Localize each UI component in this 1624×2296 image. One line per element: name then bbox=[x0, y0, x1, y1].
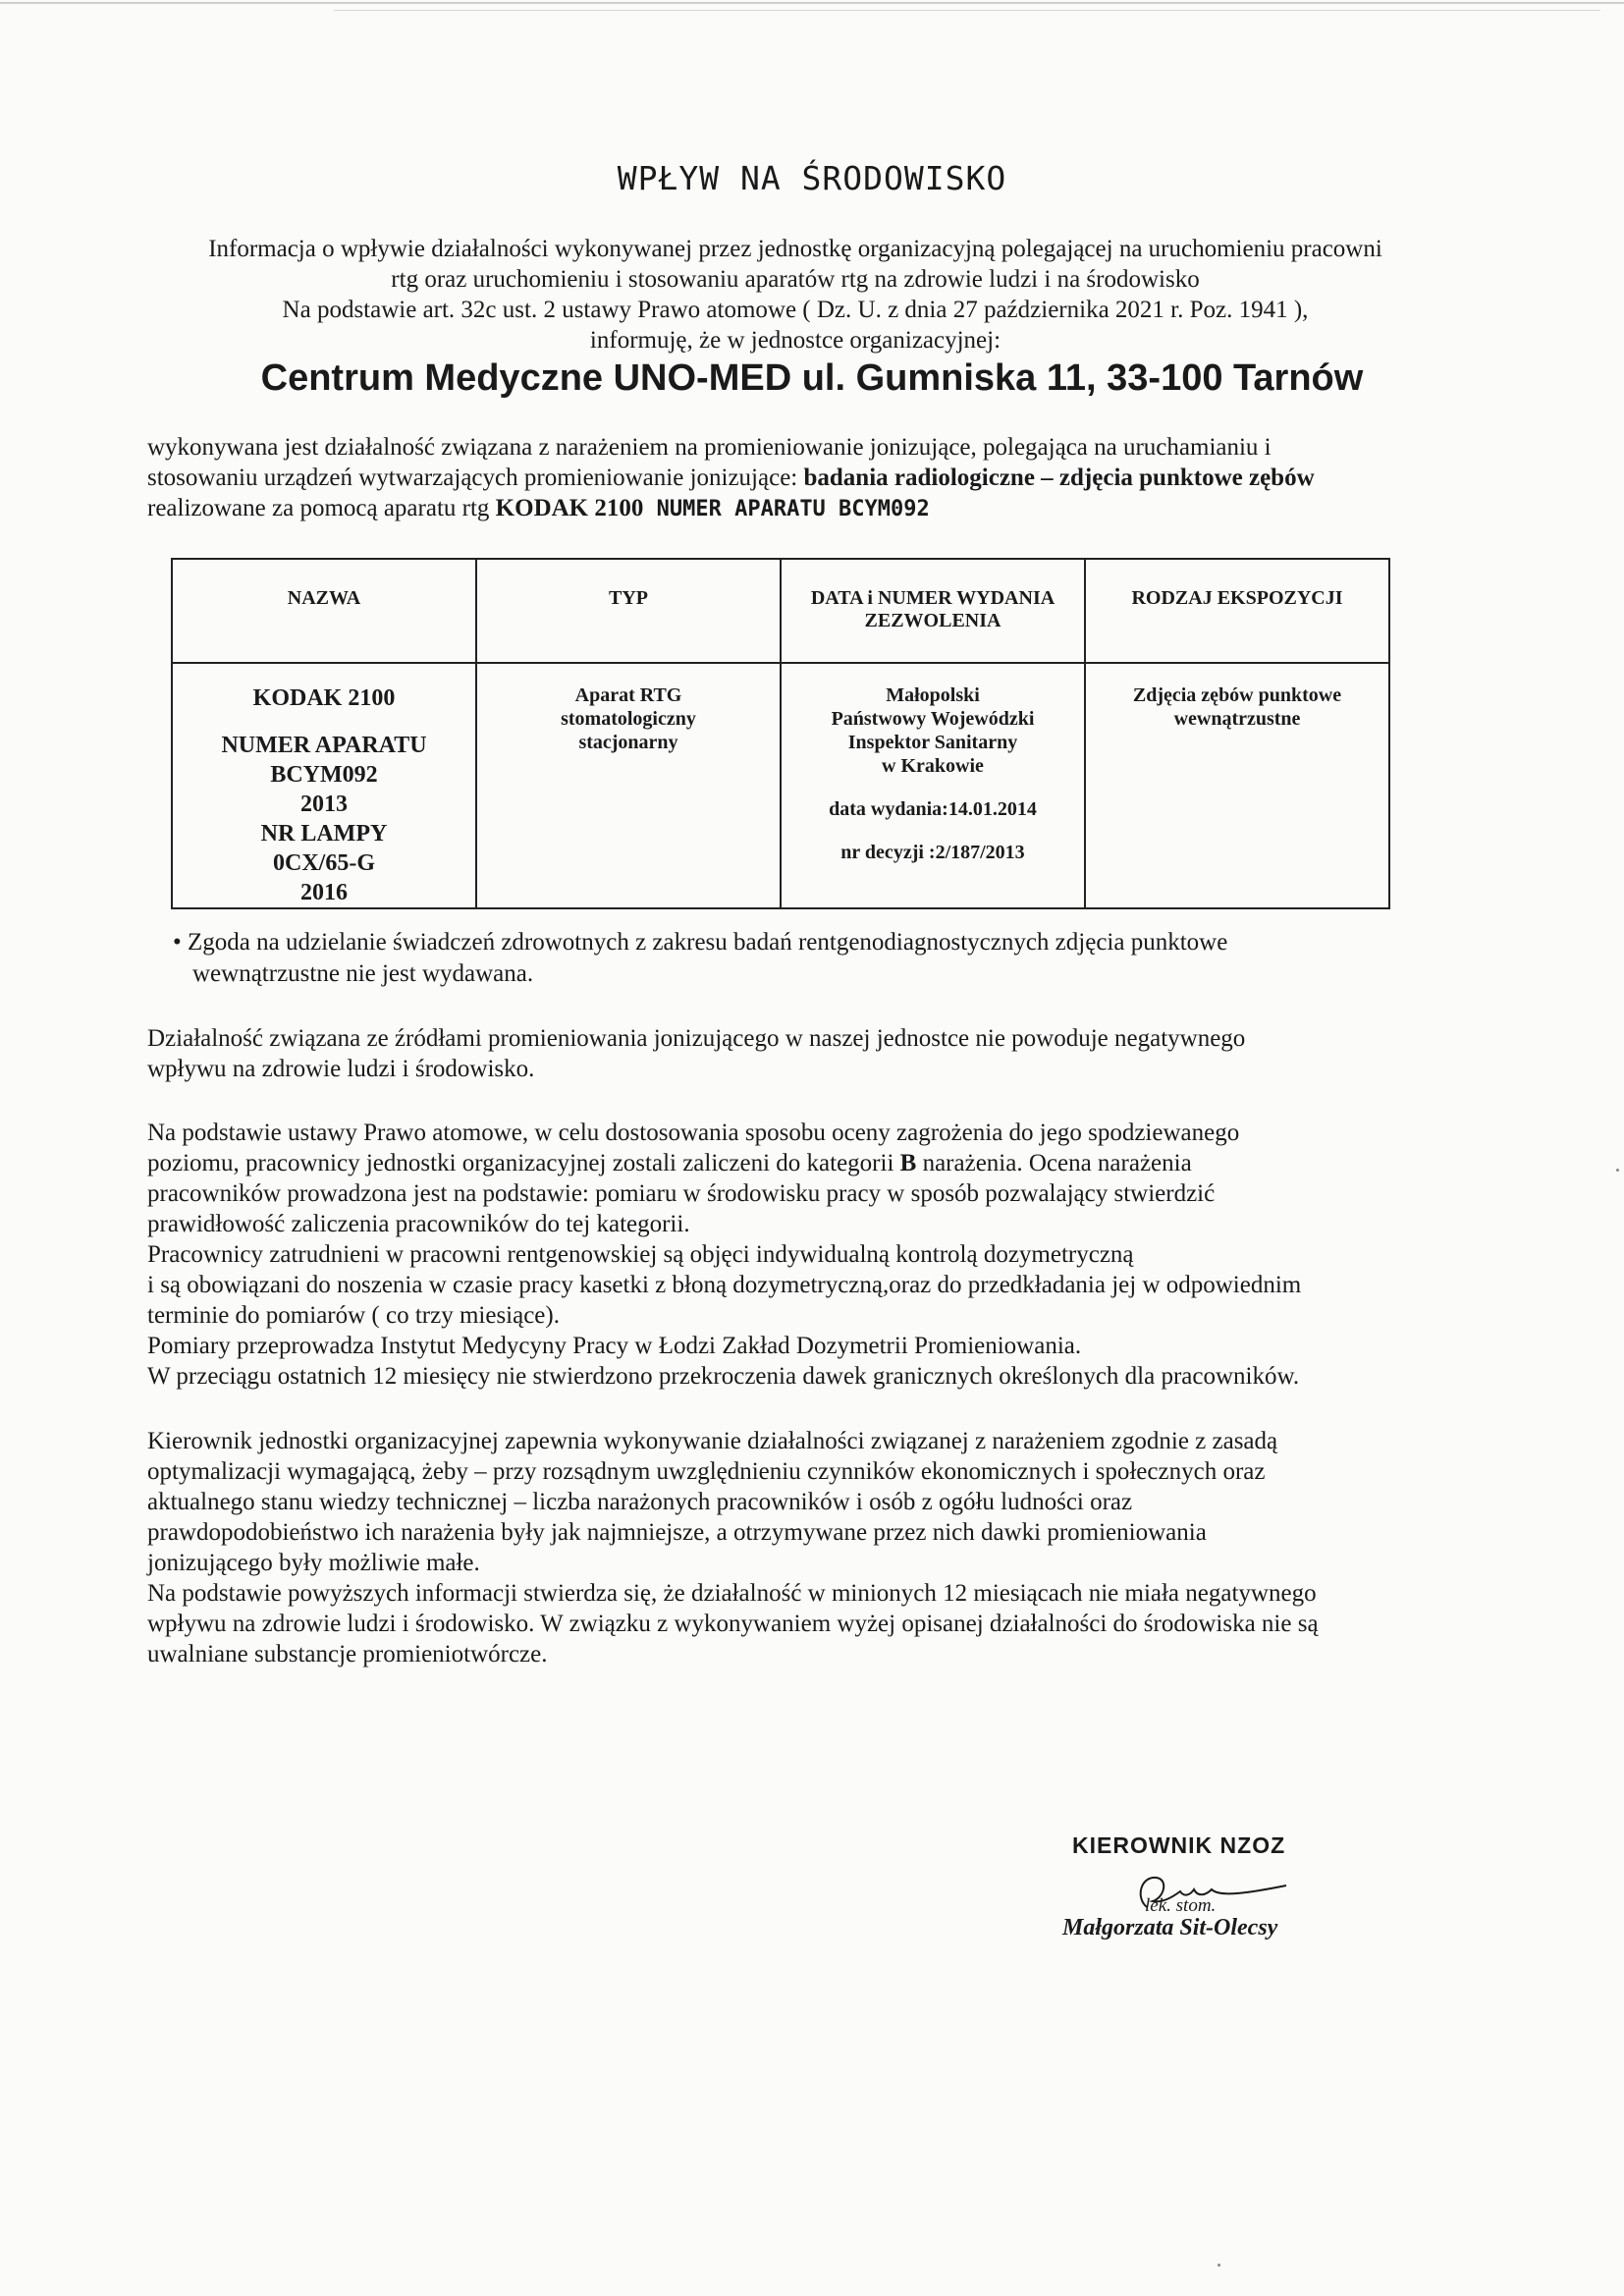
centre-name-heading: Centrum Medyczne UNO-MED ul. Gumniska 11, 33-100 Tarnów bbox=[260, 357, 1364, 399]
scan-edge-line bbox=[0, 2, 1624, 4]
signature-role: lek. stom. bbox=[1145, 1895, 1217, 1916]
paragraph-exposure-category bbox=[147, 1118, 1473, 1392]
paragraph-line: prawidłowość zaliczenia pracowników do tej kategorii. bbox=[147, 1211, 690, 1237]
activity-text: stosowaniu urządzeń wytwarzających promieniowanie jonizujące: bbox=[147, 465, 804, 491]
table-header-cell: DATA i NUMER WYDANIA ZEZWOLENIA bbox=[781, 559, 1085, 663]
paragraph-line: pracowników prowadzona jest na podstawie: pomiaru w środowisku pracy w sposób pozwalający stwierdzić bbox=[147, 1180, 1216, 1207]
paragraph-line: Na podstawie powyższych informacji stwierdza się, że działalność w minionych 12 miesiącach nie miała negatywnego bbox=[147, 1580, 1317, 1607]
scan-edge-line bbox=[334, 10, 1600, 11]
activity-bold-text: badania radiologiczne – zdjęcia punktowe zębów bbox=[803, 465, 1315, 491]
cell-line: w Krakowie bbox=[882, 755, 984, 777]
paragraph-line bbox=[147, 1148, 1473, 1178]
activity-description bbox=[147, 432, 1463, 524]
cell-line: stacjonarny bbox=[578, 732, 678, 753]
equipment-table bbox=[171, 558, 1390, 909]
signature-title: KIEROWNIK NZOZ bbox=[1072, 1832, 1286, 1858]
signature-name: Małgorzata Sit-Olecsy bbox=[1062, 1915, 1278, 1941]
activity-line bbox=[147, 493, 1463, 524]
table-row bbox=[172, 663, 1389, 908]
table-header-cell: TYP bbox=[476, 559, 781, 663]
cell-line: 2013 bbox=[300, 792, 348, 817]
paragraph-line: jonizującego były możliwie małe. bbox=[147, 1550, 480, 1576]
scan-speck bbox=[1616, 1169, 1619, 1172]
intro-text bbox=[147, 234, 1443, 355]
intro-line: informuję, że w jednostce organizacyjnej: bbox=[589, 327, 1001, 354]
paragraph-line: Na podstawie ustawy Prawo atomowe, w celu dostosowania sposobu oceny zagrożenia do jego spodziewanego bbox=[147, 1120, 1240, 1146]
cell-line: KODAK 2100 bbox=[252, 685, 396, 711]
table-header-row bbox=[172, 559, 1389, 663]
exposure-category: B bbox=[899, 1150, 917, 1176]
table-cell-type bbox=[476, 663, 781, 908]
paragraph-line: W przeciągu ostatnich 12 miesięcy nie stwierdzono przekroczenia dawek granicznych określonych dla pracowników. bbox=[147, 1363, 1300, 1390]
table-header-cell: NAZWA bbox=[172, 559, 476, 663]
paragraph-optimization bbox=[147, 1426, 1473, 1669]
cell-line: stomatologiczny bbox=[561, 708, 696, 730]
paragraph-line: prawdopodobieństwo ich narażenia były jak najmniejsze, a otrzymywane przez nich dawki promieniowania bbox=[147, 1519, 1207, 1546]
paragraph-impact bbox=[147, 1023, 1473, 1084]
scan-speck bbox=[1218, 2264, 1220, 2267]
bullet-text: Zgoda na udzielanie świadczeń zdrowotnych z zakresu badań rentgenodiagnostycznych zdjęcia punktowe bbox=[188, 929, 1228, 956]
cell-line: wewnątrzustne bbox=[1173, 708, 1301, 730]
cell-line: Aparat RTG bbox=[574, 684, 682, 706]
bullet-line: wewnątrzustne nie jest wydawana. bbox=[192, 960, 534, 987]
paragraph-line: Pomiary przeprowadza Instytut Medycyny Pracy w Łodzi Zakład Dozymetrii Promieniowania. bbox=[147, 1333, 1082, 1359]
intro-line: Na podstawie art. 32c ust. 2 ustawy Prawo atomowe ( Dz. U. z dnia 27 października 2021 r. Poz. 1941 ), bbox=[282, 297, 1309, 323]
cell-line: BCYM092 bbox=[270, 762, 378, 788]
paragraph-text: narażenia. Ocena narażenia bbox=[916, 1150, 1192, 1176]
cell-line: Państwowy Wojewódzki bbox=[831, 708, 1035, 730]
activity-line: wykonywana jest działalność związana z narażeniem na promieniowanie jonizujące, polegająca na uruchamianiu i bbox=[147, 434, 1272, 461]
bullet-note bbox=[173, 927, 1410, 990]
cell-line: Małopolski bbox=[886, 684, 980, 706]
paragraph-line: Pracownicy zatrudnieni w pracowni rentgenowskiej są objęci indywidualną kontrolą dozymetryczną bbox=[147, 1241, 1134, 1268]
paragraph-line: uwalniane substancje promieniotwórcze. bbox=[147, 1641, 548, 1667]
table-cell-name bbox=[172, 663, 476, 908]
table-header-cell: RODZAJ EKSPOZYCJI bbox=[1085, 559, 1389, 663]
bullet-dot-icon: • bbox=[173, 929, 189, 956]
paragraph-line: optymalizacji wymagającą, żeby – przy rozsądnym uwzględnieniu czynników ekonomicznych i społecznych oraz bbox=[147, 1458, 1266, 1485]
cell-line: NUMER APARATU bbox=[221, 733, 427, 758]
device-name: KODAK 2100 bbox=[495, 495, 644, 521]
intro-line: Informacja o wpływie działalności wykonywanej przez jednostkę organizacyjną polegającej na uruchomieniu pracowni bbox=[208, 236, 1382, 262]
activity-text: realizowane za pomocą aparatu rtg bbox=[147, 495, 496, 521]
paragraph-line: wpływu na zdrowie ludzi i środowisko. W związku z wykonywaniem wyżej opisanej działalności do środowiska nie są bbox=[147, 1611, 1319, 1637]
device-number: NUMER APARATU BCYM092 bbox=[643, 497, 930, 521]
table-cell-exposure bbox=[1085, 663, 1389, 908]
bullet-line bbox=[173, 927, 1410, 958]
cell-line: Zdjęcia zębów punktowe bbox=[1132, 684, 1342, 706]
cell-line: Inspektor Sanitarny bbox=[847, 732, 1018, 753]
paragraph-line: Kierownik jednostki organizacyjnej zapewnia wykonywanie działalności związanej z narażeniem zgodnie z zasadą bbox=[147, 1428, 1278, 1454]
cell-line: NR LAMPY bbox=[260, 821, 388, 847]
table-cell-permit bbox=[781, 663, 1085, 908]
paragraph-line: aktualnego stanu wiedzy technicznej – liczba narażonych pracowników i osób z ogółu ludności oraz bbox=[147, 1489, 1133, 1515]
paragraph-text: poziomu, pracownicy jednostki organizacyjnej zostali zaliczeni do kategorii bbox=[147, 1150, 900, 1176]
permit-date: data wydania:14.01.2014 bbox=[829, 798, 1037, 820]
paragraph-line: wpływu na zdrowie ludzi i środowisko. bbox=[147, 1056, 535, 1082]
intro-line: rtg oraz uruchomieniu i stosowaniu aparatów rtg na zdrowie ludzi i na środowisko bbox=[391, 266, 1200, 293]
cell-line: 2016 bbox=[300, 880, 348, 905]
cell-line: 0CX/65-G bbox=[273, 850, 375, 876]
paragraph-line: Działalność związana ze źródłami promieniowania jonizującego w naszej jednostce nie powoduje negatywnego bbox=[147, 1025, 1246, 1052]
permit-decision-number: nr decyzji :2/187/2013 bbox=[840, 842, 1025, 863]
paragraph-line: i są obowiązani do noszenia w czasie pracy kasetki z błoną dozymetryczną,oraz do przedkładania jej w odpowiednim bbox=[147, 1272, 1302, 1298]
paragraph-line: terminie do pomiarów ( co trzy miesiące). bbox=[147, 1302, 560, 1329]
activity-line bbox=[147, 463, 1463, 493]
document-title: WPŁYW NA ŚRODOWISKO bbox=[617, 159, 1007, 197]
